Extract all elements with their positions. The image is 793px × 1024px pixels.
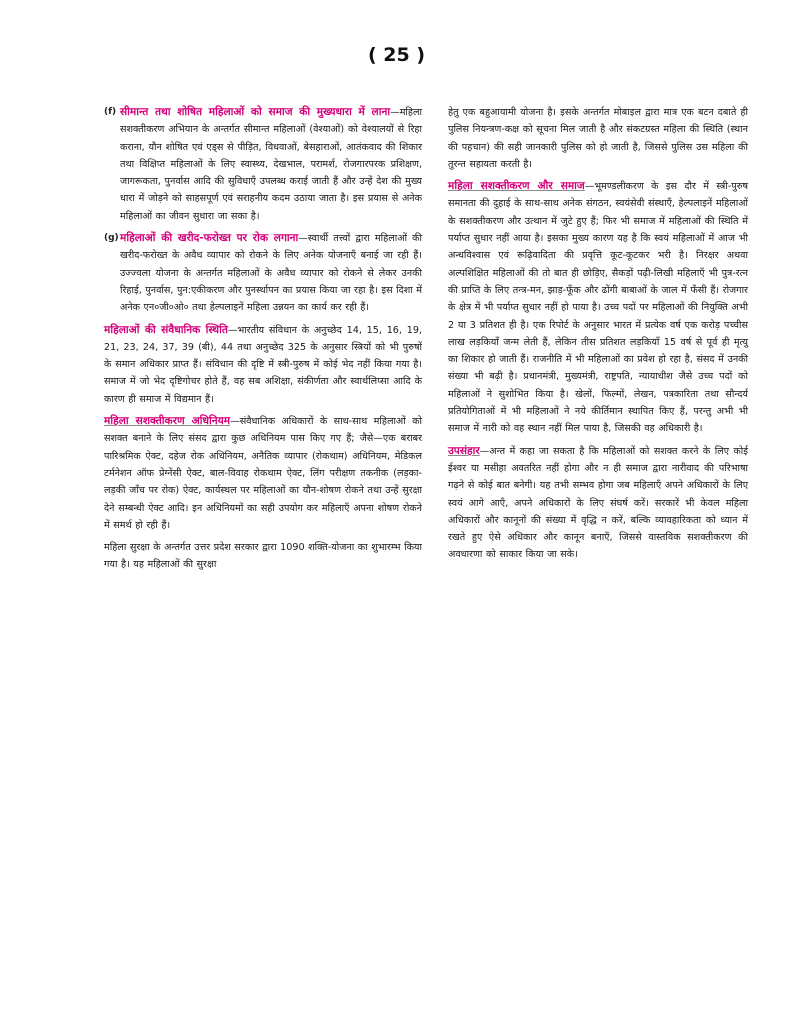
heading-marginalized-women: सीमान्त तथा शोषित महिलाओं को समाज की मुख्यधारा में लाना [120, 106, 391, 118]
list-item-f [104, 104, 422, 225]
paragraph-conclusion [448, 443, 748, 564]
item-marker-g: (g) [104, 233, 119, 244]
right-column [448, 104, 748, 569]
body-conclusion: —अन्त में कहा जा सकता है कि महिलाओं को सशक्त करने के लिए कोई ईश्वर या मसीहा अवतरित नहीं होगा और न ही समाज द्वारा नारीवाद की परिभाषा गढ़ने से कोई बात बनेगी। यह तभी सम्भव होगा जब महिलाएँ अपने अधिकारों के लिए स्वयं आगे आएँ, अपने अधिकारों के लिए संघर्ष करें। सरकारें भी केवल महिला अधिकारों और कानूनों की संख्या में वृद्धि न करें, बल्कि व्यावहारिकता को ध्यान में रखते हुए ऐसे अधिकार और कानून बनाएँ, जिससे वास्तविक सशक्तीकरण की अवधारणा को साकार किया जा सके। [448, 445, 748, 561]
heading-conclusion: उपसंहार [448, 444, 480, 457]
paragraph-marginalized-women [120, 104, 422, 225]
paragraph-empowerment-and-society [448, 178, 748, 437]
paragraph-women-security-continued: हेतु एक बहुआयामी योजना है। इसके अन्तर्गत मोबाइल द्वारा मात्र एक बटन दबाते ही पुलिस नियन्त्रण-कक्ष को सूचना मिल जाती है और संकटग्रस्त महिला की स्थिति (स्थान की पहचान) की सही जानकारी पुलिस को हो जाती है, जिससे पुलिस उस महिला की तुरन्त सहायता करती है। [448, 107, 748, 170]
body-trafficking: —स्वार्थी तत्त्वों द्वारा महिलाओं की खरीद-फरोख्त के अवैध व्यापार को रोकने के लिए अनेक योजनाएँ बनाई जा रही हैं। उज्ज्वला योजना के अन्तर्गत महिलाओं के अवैध व्यापार को रोकने से लेकर उनकी रिहाई, पुनर्वास, पुन:एकीकरण और पुनर्स्थापन का प्रयास किया जा रहा है। इस दिशा में अनेक एन०जी०ओ० तथा हेल्पलाइनें महिला उन्नयन का कार्य कर रही हैं। [120, 233, 422, 314]
paragraph-empowerment-acts [104, 413, 422, 534]
body-empowerment-and-society: —भूमण्डलीकरण के इस दौर में स्त्री-पुरुष समानता की दुहाई के साथ-साथ अनेक संगठन, स्वयंसेवी संस्थाएँ, हेल्पलाइनें महिलाओं के सशक्तीकरण और उत्थान में जुटे हुए हैं; फिर भी समाज में महिलाओं की स्थिति में पर्याप्त सुधार नहीं आया है। इसका मुख्य कारण यह है कि स्वयं महिलाओं में आज भी अन्धविश्वास एवं रूढ़िवादिता की प्रवृत्ति कूट-कूटकर भरी है। निरक्षर अथवा अल्पशिक्षित महिलाओं की तो बात ही छोड़िए, सैकड़ों पढ़ी-लिखी महिलाएँ भी पुत्र-रत्न की प्राप्ति के लिए तन्त्र-मन, झाड़-फूँक और ढोंगी बाबाओं के जाल में फँसी हैं। रोजगार के क्षेत्र में भी पर्याप्त सुधार नहीं हो पाया है। उच्च पदों पर महिलाओं की नियुक्ति अभी 2 या 3 प्रतिशत ही है। एक रिपोर्ट के अनुसार भारत में प्रत्येक वर्ष एक करोड़ पच्चीस लाख लड़कियाँ जन्म लेती हैं, लेकिन तीस प्रतिशत लड़कियाँ 15 वर्ष से पूर्व ही मृत्यु का शिकार हो जाती हैं। राजनीति में भी महिलाओं का प्रवेश हो रहा है, संसद में उनकी संख्या भी बढ़ी है। प्रधानमंत्री, मुख्यमंत्री, राष्ट्रपति, न्यायाधीश जैसे उच्च पदों को महिलाओं ने सुशोभित किया है। खेलों, फिल्मों, लेखन, पत्रकारिता तथा सौन्दर्य प्रतियोगिताओं में भी महिलाओं ने नये कीर्तिमान स्थापित किए हैं, परन्तु अभी भी समाज में नारी को वह स्थान नहीं मिल पाया है, जिसकी वह अधिकारी है। [448, 181, 748, 435]
paragraph-trafficking [120, 230, 422, 316]
paragraph-constitutional-status [104, 322, 422, 408]
heading-empowerment-acts: महिला सशक्तीकरण अधिनियम [104, 415, 231, 428]
paragraph-women-security: महिला सुरक्षा के अन्तर्गत उत्तर प्रदेश सरकार द्वारा 1090 शक्ति-योजना का शुभारम्भ किया गया है। यह महिलाओं की सुरक्षा [104, 542, 422, 571]
page-number: ( 25 ) [367, 44, 426, 66]
list-item-g [104, 230, 422, 316]
body-marginalized-women: —महिला सशक्तीकरण अभियान के अन्तर्गत सीमान्त महिलाओं (वेश्याओं) को वेश्यालयों से रिहा कराना, यौन शोषित एवं एड्स से पीड़ित, विधवाओं, बेसहाराओं, आतंकवाद की शिकार तथा विक्षिप्त महिलाओं के लिए स्वास्थ्य, देखभाल, परामर्श, रोजगारपरक प्रशिक्षण, जागरूकता, पुनर्वास आदि की सुविधाएँ उपलब्ध कराई जाती हैं और उन्हें देश की मुख्य धारा में जोड़ने को साहसपूर्ण एवं सराहनीय कदम उठाया जाता है। इस प्रयास से अनेक महिलाओं का जीवन सुधारा जा सका है। [120, 107, 422, 222]
heading-empowerment-and-society: महिला सशक्तीकरण और समाज [448, 180, 585, 193]
heading-constitutional-status: महिलाओं की संवैधानिक स्थिति [104, 323, 228, 336]
item-marker-f: (f) [104, 107, 117, 117]
left-column [104, 104, 422, 579]
body-constitutional-status: —भारतीय संविधान के अनुच्छेद 14, 15, 16, 19, 21, 23, 24, 37, 39 (बी), 44 तथा अनुच्छेद 325 के अनुसार स्त्रियों को भी पुरुषों के समान अधिकार प्राप्त हैं। संविधान की दृष्टि में स्त्री-पुरुष में कोई भेद नहीं किया गया है। समाज में जो भेद दृष्टिगोचर होते हैं, वह सब अशिक्षा, संकीर्णता और स्वार्थलिप्सा आदि के कारण ही समाज में विद्यमान हैं। [104, 324, 422, 405]
body-empowerment-acts: —संवैधानिक अधिकारों के साथ-साथ महिलाओं को सशक्त बनाने के लिए संसद द्वारा कुछ अधिनियम पास किए गए हैं; जैसे—एक बराबर पारिश्रमिक ऐक्ट, दहेज रोक अधिनियम, अनैतिक व्यापार (रोकथाम) अधिनियम, मेडिकल टर्मनेशन ऑफ प्रेग्नेंसी ऐक्ट, बाल-विवाह रोकथाम ऐक्ट, लिंग परीक्षण तकनीक (लड़का-लड़की जाँच पर रोक) ऐक्ट, कार्यस्थल पर महिलाओं का यौन-शोषण रोकने तथा उन्हें सुरक्षा देने सम्बन्धी ऐक्ट आदि। इन अधिनियमों का सही उपयोग कर महिलाएँ अपना शोषण रोकने में समर्थ हो रही हैं। [104, 416, 422, 531]
heading-trafficking: महिलाओं की खरीद-फरोख्त पर रोक लगाना [120, 232, 299, 245]
